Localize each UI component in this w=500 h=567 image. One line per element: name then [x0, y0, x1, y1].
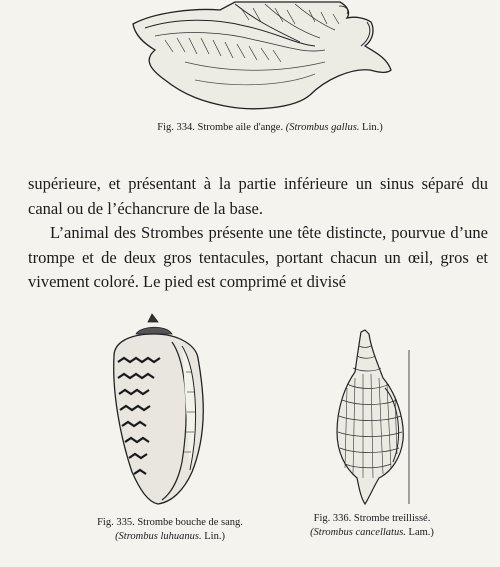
figure-author: Lin.) [362, 122, 383, 133]
figure-name: Strombe bouche de sang. [137, 517, 243, 528]
strombus-cancellatus-shell [325, 328, 415, 510]
body-text [28, 172, 488, 295]
figure-author: Lam.) [408, 527, 434, 538]
figure-author: Lin.) [204, 531, 225, 542]
paragraph: L’animal des Strombes présente une tête distincte, pourvue d’une trompe et de deux gros tentacules, portant chacun un œil, gros et vivement coloré. Le pied est comprimé et divisé [28, 223, 488, 291]
strombus-luhuanus-shell [100, 312, 220, 508]
strombus-gallus-shell [125, 0, 395, 112]
figure-caption-335 [55, 516, 285, 544]
figure-name: Strombe aile d'ange. [197, 122, 284, 133]
figure-latin-name: (Strombus gallus. [285, 122, 360, 133]
figure-number: Fig. 335. [97, 517, 135, 528]
figure-caption-334 [110, 121, 430, 135]
figure-name: Strombe treillissé. [353, 513, 431, 524]
figure-latin-name: (Strombus cancellatus. [310, 527, 406, 538]
figure-number: Fig. 336. [313, 513, 352, 524]
figure-latin-name: (Strombus luhuanus. [115, 531, 202, 542]
paragraph: supérieure, et présentant à la partie inférieure un sinus séparé du canal ou de l’échancrure de la base. [28, 174, 488, 218]
figure-number: Fig. 334. [157, 122, 195, 133]
figure-caption-336 [272, 512, 472, 540]
